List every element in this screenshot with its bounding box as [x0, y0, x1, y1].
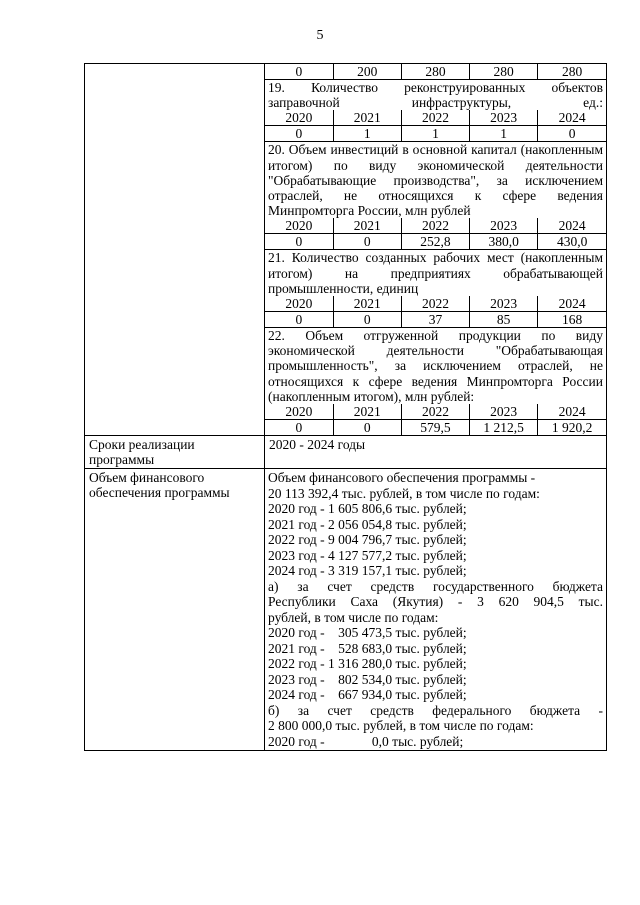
year-header: 2023: [470, 110, 538, 126]
value-cell: 0: [333, 420, 401, 436]
value-cell: 1: [333, 126, 401, 142]
funding-label: Объем финансового обеспечения программы: [85, 469, 265, 751]
value-cell: 1 920,2: [538, 420, 606, 436]
year-header: 2023: [470, 296, 538, 312]
value-cell: 0: [333, 234, 401, 250]
funding-value-cell: [265, 469, 607, 751]
indicator-20-title: 20. Объем инвестиций в основной капитал (накопленным итогом) по виду экономической деятельности "Обрабатывающие производства", за исключением отраслей, не относящихся к сфере ведения Минпромторга России, млн рублей: [268, 142, 603, 219]
terms-row: [85, 436, 607, 469]
year-header: 2022: [401, 218, 469, 234]
funding-line: Республики Саха (Якутия) - 3 620 904,5 тыс.: [268, 594, 603, 610]
funding-line: Объем финансового обеспечения программы -: [268, 470, 536, 486]
funding-line: 2024 год - 667 934,0 тыс. рублей;: [268, 687, 467, 703]
funding-line: 2023 год - 802 534,0 тыс. рублей;: [268, 671, 467, 687]
page-number: 5: [316, 28, 324, 43]
funding-line: 2020 год - 0,0 тыс. рублей;: [268, 733, 464, 749]
indicator-21-table: [265, 296, 606, 328]
year-header: 2023: [470, 218, 538, 234]
top-values-row: [265, 64, 606, 80]
indicator-22-table: [265, 404, 606, 435]
year-header: 2021: [333, 296, 401, 312]
value-cell: 0: [265, 64, 333, 80]
funding-line: 20 113 392,4 тыс. рублей, в том числе по годам:: [268, 485, 540, 501]
year-header: 2021: [333, 218, 401, 234]
year-header: 2021: [333, 404, 401, 420]
terms-label: Сроки реализации программы: [85, 436, 265, 469]
value-cell: 0: [265, 312, 333, 328]
value-cell: 280: [470, 64, 538, 80]
value-cell: 0: [333, 312, 401, 328]
funding-line: 2023 год - 4 127 577,2 тыс. рублей;: [268, 547, 467, 563]
funding-line: а) за счет средств государственного бюджета: [268, 578, 603, 594]
year-header: 2024: [538, 296, 606, 312]
value-cell: 280: [538, 64, 606, 80]
funding-row: [85, 469, 607, 751]
year-header: 2020: [265, 218, 333, 234]
value-cell: 200: [333, 64, 401, 80]
value-cell: 380,0: [470, 234, 538, 250]
value-cell: 0: [265, 420, 333, 436]
indicator-20-table: [265, 218, 606, 250]
year-header: 2022: [401, 404, 469, 420]
value-cell: 1 212,5: [470, 420, 538, 436]
value-cell: 37: [401, 312, 469, 328]
year-header: 2024: [538, 404, 606, 420]
value-cell: 430,0: [538, 234, 606, 250]
funding-line: 2022 год - 9 004 796,7 тыс. рублей;: [268, 532, 467, 548]
year-header: 2021: [333, 110, 401, 126]
value-cell: 0: [538, 126, 606, 142]
funding-line: рублей, в том числе по годам:: [268, 609, 439, 625]
year-header: 2024: [538, 218, 606, 234]
indicators-cell: [265, 64, 607, 436]
value-cell: 1: [401, 126, 469, 142]
year-header: 2020: [265, 296, 333, 312]
year-header: 2022: [401, 296, 469, 312]
funding-line: 2022 год - 1 316 280,0 тыс. рублей;: [268, 656, 467, 672]
year-header: 2020: [265, 110, 333, 126]
indicators-row: [85, 64, 607, 436]
year-header: 2024: [538, 110, 606, 126]
indicator-21-title: 21. Количество созданных рабочих мест (накопленным итогом) на предприятиях обрабатывающей промышленности, единиц: [268, 250, 603, 296]
value-cell: 252,8: [401, 234, 469, 250]
value-cell: 168: [538, 312, 606, 328]
funding-line: б) за счет средств федерального бюджета -: [268, 702, 603, 718]
terms-value: 2020 - 2024 годы: [265, 436, 607, 469]
program-passport-table: [84, 63, 607, 751]
value-cell: 280: [401, 64, 469, 80]
value-cell: 85: [470, 312, 538, 328]
value-cell: 1: [470, 126, 538, 142]
year-header: 2023: [470, 404, 538, 420]
year-header: 2022: [401, 110, 469, 126]
empty-label-cell: [85, 64, 265, 436]
indicator-19-table: [265, 110, 606, 142]
value-cell: 0: [265, 234, 333, 250]
funding-line: 2024 год - 3 319 157,1 тыс. рублей;: [268, 563, 467, 579]
funding-line: 2 800 000,0 тыс. рублей, в том числе по годам:: [268, 718, 534, 734]
year-header: 2020: [265, 404, 333, 420]
value-cell: 0: [265, 126, 333, 142]
value-cell: 579,5: [401, 420, 469, 436]
indicator-22-title: 22. Объем отгруженной продукции по виду экономической деятельности "Обрабатывающая промышленность", за исключением отраслей, не относящихся к сфере ведения Минпромторга России (накопленным итогом), млн рублей:: [268, 328, 603, 404]
funding-line: 2021 год - 2 056 054,8 тыс. рублей;: [268, 516, 467, 532]
funding-line: 2020 год - 305 473,5 тыс. рублей;: [268, 625, 467, 641]
funding-line: 2021 год - 528 683,0 тыс. рублей;: [268, 640, 467, 656]
indicator-19-title: 19. Количество реконструированных объектов заправочной инфраструктуры, ед.:: [268, 80, 603, 111]
funding-line: 2020 год - 1 605 806,6 тыс. рублей;: [268, 501, 467, 517]
